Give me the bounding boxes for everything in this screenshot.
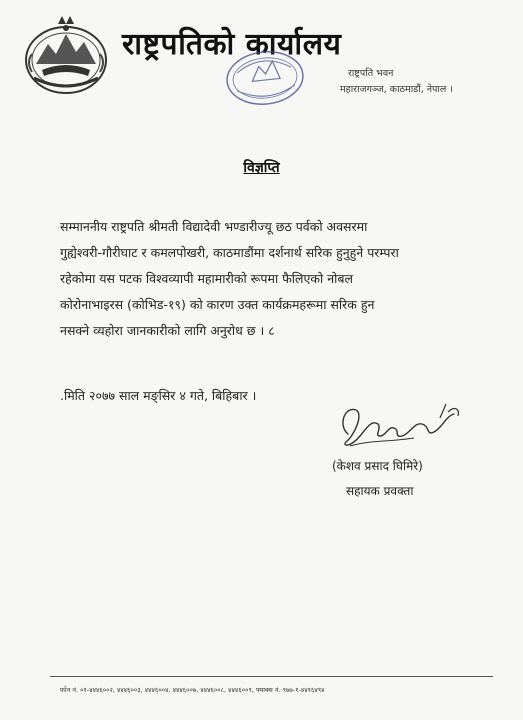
footer-contact: फोन नं. ०१-४४४६००२, ४४४६००३, ४४४६००४, ४४४६००७, ४४४६००८, ४४४६००९, फ्याक्स नं. ९७७-१-४४१६४९४ (60, 686, 325, 694)
footer-divider (50, 676, 493, 677)
signatory-title: सहायक प्रवक्ता (346, 484, 414, 498)
address-line-2: महाराजगञ्ज, काठमाडौं, नेपाल । (340, 84, 453, 95)
handwritten-signature (330, 396, 470, 456)
date-line: .मिति २०७७ साल मङ्सिर ४ गते, बिहिबार । (60, 388, 257, 403)
signatory-name: (केशव प्रसाद घिमिरे) (332, 459, 423, 473)
address-line-1: राष्ट्रपति भवन (348, 68, 394, 79)
office-stamp-icon (224, 48, 306, 108)
notice-body-line: नसक्ने व्यहोरा जानकारीको लागि अनुरोध छ । ८ (60, 323, 275, 338)
notice-body-line: कोरोनाभाइरस (कोभिड-१९) को कारण उक्त कार्यक्रमहरूमा सरिक हुन (60, 297, 375, 312)
notice-body-line: गुह्येश्वरी-गौरीघाट र कमलपोखरी, काठमाडौंमा दर्शनार्थ सरिक हुनुहुने परम्परा (60, 245, 399, 260)
notice-body-line: सम्माननीय राष्ट्रपति श्रीमती विद्यादेवी भण्डारीज्यू छठ पर्वको अवसरमा (60, 219, 368, 234)
nepal-emblem-icon (22, 14, 110, 96)
notice-body-line: रहेकोमा यस पटक विश्वव्यापी महामारीको रूपमा फैलिएको नोबल (60, 271, 354, 286)
notice-heading: विज्ञप्ति (243, 160, 280, 176)
office-title: राष्ट्रपतिको कार्यालय (122, 27, 342, 62)
notice-body (60, 214, 490, 344)
